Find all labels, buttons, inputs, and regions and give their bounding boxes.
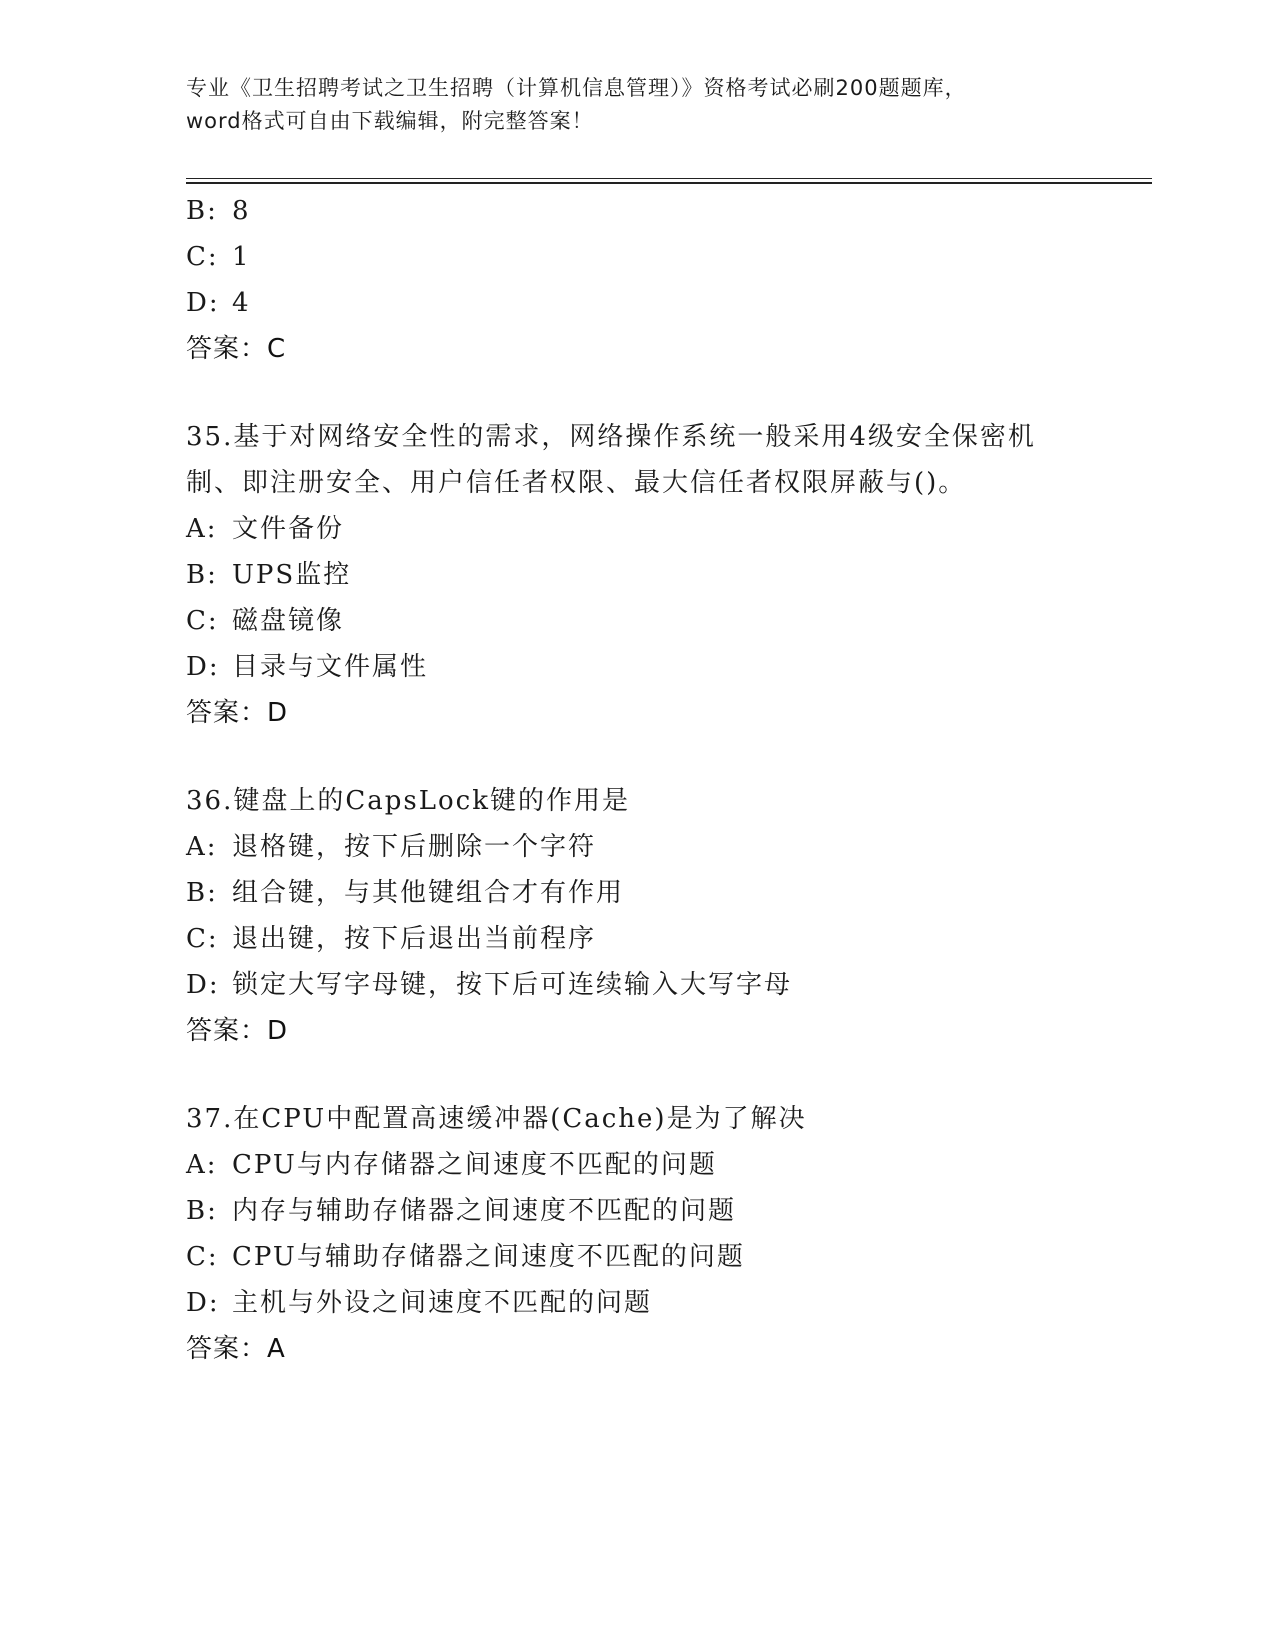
option-text: 退格键，按下后删除一个字符 — [232, 832, 597, 862]
option-line — [186, 1280, 1166, 1326]
option-text: 1 — [232, 242, 251, 272]
option-text: 4 — [232, 288, 251, 318]
question-stem: 37.在CPU中配置高速缓冲器(Cache)是为了解决 — [186, 1104, 807, 1134]
answer-line: 答案：C — [186, 334, 287, 364]
header-line-2: word格式可自由下载编辑，附完整答案！ — [186, 109, 594, 133]
option-text: 主机与外设之间速度不匹配的问题 — [232, 1288, 653, 1318]
option-label: D: — [186, 1288, 220, 1318]
answer-line: 答案：A — [186, 1334, 286, 1364]
option-text: 文件备份 — [232, 514, 345, 544]
option-text: 8 — [232, 196, 251, 226]
option-line — [186, 1188, 1166, 1234]
option-text: 目录与文件属性 — [232, 652, 429, 682]
option-text: 退出键，按下后退出当前程序 — [232, 924, 597, 954]
header-divider-thick — [186, 182, 1152, 184]
option-line — [186, 916, 1166, 962]
answer-line: 答案：D — [186, 1016, 289, 1046]
option-text: 内存与辅助存储器之间速度不匹配的问题 — [232, 1196, 737, 1226]
option-text: CPU与内存储器之间速度不匹配的问题 — [232, 1150, 717, 1180]
option-label: C: — [186, 924, 219, 954]
option-line — [186, 598, 1166, 644]
option-line — [186, 506, 1166, 552]
option-label: A: — [186, 1150, 218, 1180]
option-label: B: — [186, 560, 218, 590]
option-line — [186, 824, 1166, 870]
option-label: A: — [186, 514, 218, 544]
option-line — [186, 962, 1166, 1008]
option-text: 锁定大写字母键，按下后可连续输入大写字母 — [232, 970, 793, 1000]
question-stem: 制、即注册安全、用户信任者权限、最大信任者权限屏蔽与()。 — [186, 468, 967, 498]
question-stem: 36.键盘上的CapsLock键的作用是 — [186, 786, 630, 816]
header-divider-thin — [186, 178, 1152, 179]
option-text: UPS监控 — [232, 560, 352, 590]
option-text: CPU与辅助存储器之间速度不匹配的问题 — [232, 1242, 745, 1272]
option-line — [186, 280, 1166, 326]
answer-line: 答案：D — [186, 698, 289, 728]
option-label: D: — [186, 652, 220, 682]
option-label: D: — [186, 288, 220, 318]
option-line — [186, 644, 1166, 690]
header-line-1: 专业《卫生招聘考试之卫生招聘（计算机信息管理）》资格考试必刷200题题库， — [186, 76, 967, 100]
option-label: B: — [186, 196, 218, 226]
option-label: C: — [186, 1242, 219, 1272]
document-header — [186, 72, 1086, 138]
option-line — [186, 1234, 1166, 1280]
option-text: 磁盘镜像 — [232, 606, 345, 636]
question-list — [186, 188, 1166, 1372]
option-line — [186, 552, 1166, 598]
option-line — [186, 870, 1166, 916]
option-line — [186, 234, 1166, 280]
option-label: D: — [186, 970, 220, 1000]
option-line — [186, 1142, 1166, 1188]
option-text: 组合键，与其他键组合才有作用 — [232, 878, 625, 908]
option-label: C: — [186, 242, 219, 272]
option-label: A: — [186, 832, 218, 862]
option-label: B: — [186, 1196, 218, 1226]
option-line — [186, 188, 1166, 234]
option-label: B: — [186, 878, 218, 908]
question-stem: 35.基于对网络安全性的需求，网络操作系统一般采用4级安全保密机 — [186, 422, 1036, 452]
option-label: C: — [186, 606, 219, 636]
